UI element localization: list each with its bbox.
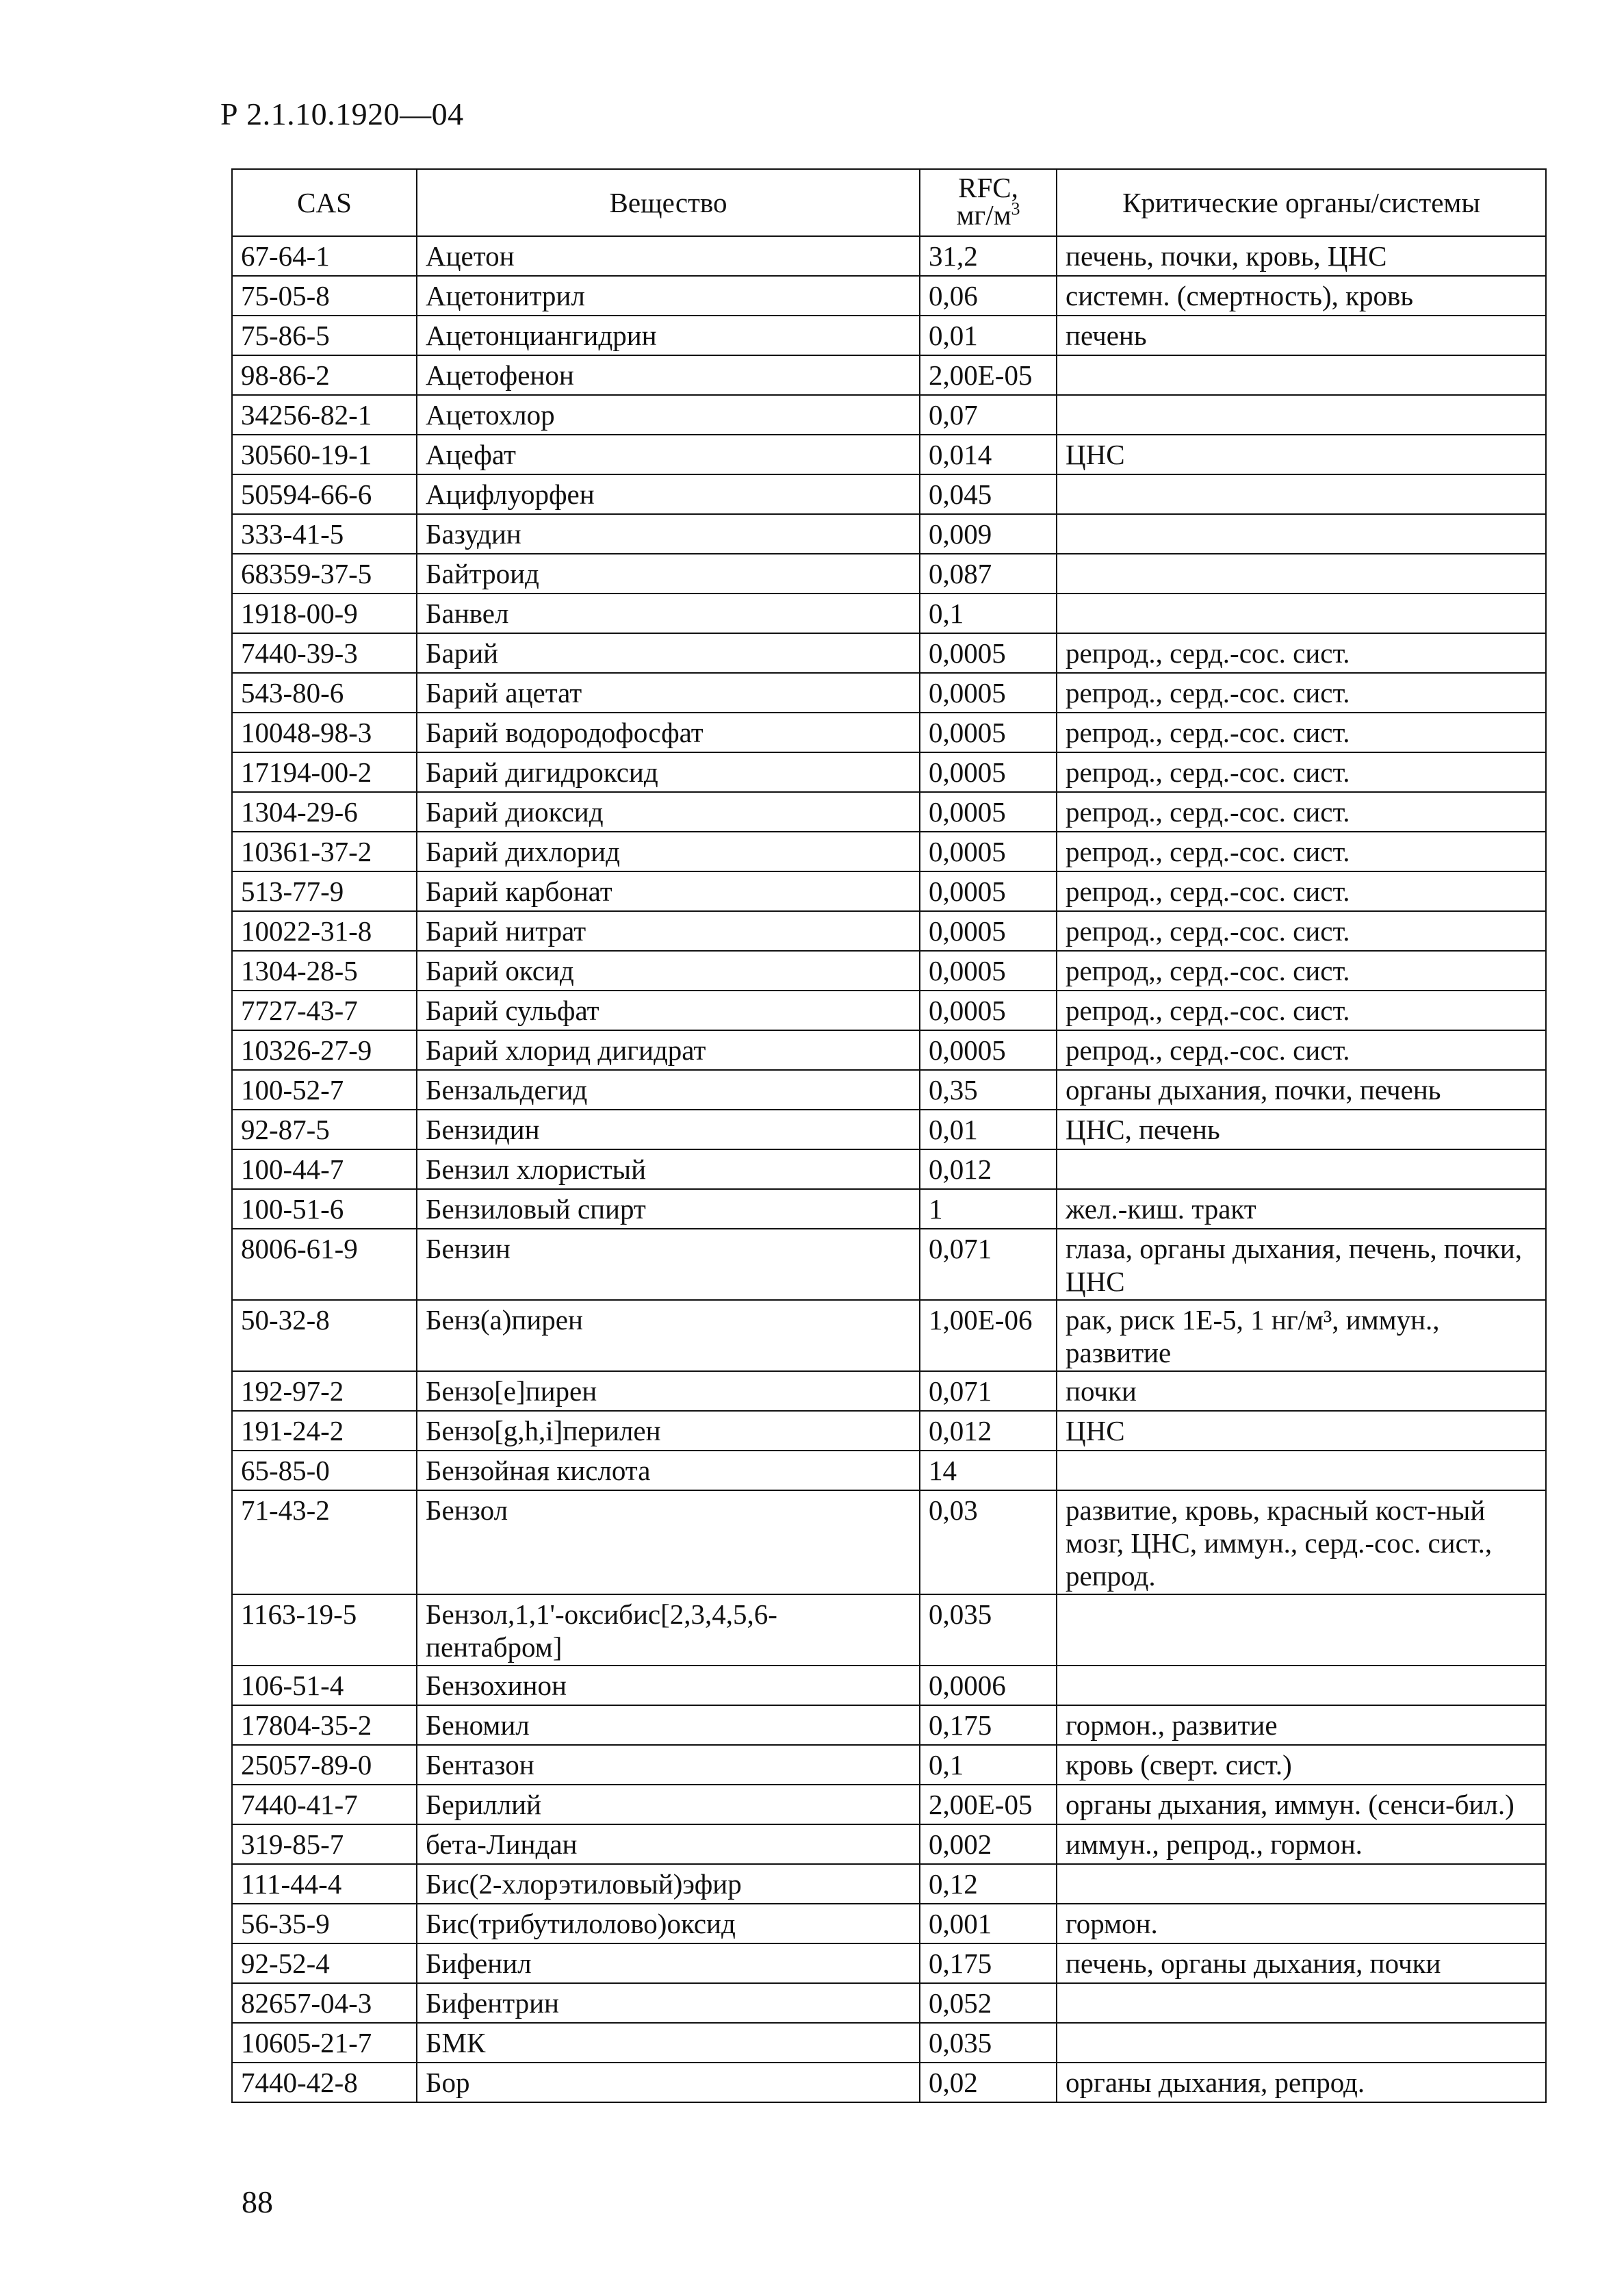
cell-rfc: 0,0005 [920,911,1057,951]
cell-cas: 10361-37-2 [232,832,417,871]
cell-organs: печень, почки, кровь, ЦНС [1057,236,1546,276]
cell-rfc: 0,0005 [920,871,1057,911]
cell-cas: 92-52-4 [232,1943,417,1983]
cell-cas: 7440-41-7 [232,1785,417,1824]
cell-organs: репрод., серд.-сос. сист. [1057,673,1546,713]
cell-substance: Бис(трибутилолово)оксид [417,1904,920,1943]
table-row [232,792,1546,832]
cell-organs [1057,1983,1546,2023]
cell-cas: 82657-04-3 [232,1983,417,2023]
cell-rfc: 0,002 [920,1824,1057,1864]
cell-organs [1057,554,1546,594]
cell-cas: 192-97-2 [232,1371,417,1411]
table-row [232,474,1546,514]
cell-organs: репрод., серд.-сос. сист. [1057,871,1546,911]
cell-cas: 30560-19-1 [232,435,417,474]
rfc-table [231,168,1547,2103]
cell-cas: 1304-28-5 [232,951,417,991]
cell-organs: репрод,, серд.-сос. сист. [1057,951,1546,991]
cell-rfc: 0,12 [920,1864,1057,1904]
cell-rfc: 0,035 [920,2023,1057,2063]
table-row [232,752,1546,792]
table-row [232,1594,1546,1666]
table-row [232,1785,1546,1824]
cell-substance: Барий карбонат [417,871,920,911]
cell-substance: Бензол,1,1'-оксибис[2,3,4,5,6-пентабром] [417,1594,920,1666]
cell-rfc: 0,012 [920,1149,1057,1189]
cell-substance: Беномил [417,1705,920,1745]
table-row [232,911,1546,951]
cell-rfc: 0,071 [920,1371,1057,1411]
header-rfc [920,169,1057,236]
cell-substance: Барий сульфат [417,991,920,1030]
cell-organs: кровь (сверт. сист.) [1057,1745,1546,1785]
cell-substance: Бензохинон [417,1666,920,1705]
cell-cas: 92-87-5 [232,1110,417,1149]
cell-substance: Бенз(а)пирен [417,1300,920,1371]
cell-substance: Бентазон [417,1745,920,1785]
cell-substance: Барий дигидроксид [417,752,920,792]
cell-rfc: 0,175 [920,1705,1057,1745]
cell-rfc: 0,35 [920,1070,1057,1110]
cell-substance: Ацетохлор [417,395,920,435]
cell-organs [1057,1864,1546,1904]
cell-rfc: 0,001 [920,1904,1057,1943]
cell-cas: 319-85-7 [232,1824,417,1864]
cell-organs: глаза, органы дыхания, печень, почки, ЦНС [1057,1229,1546,1300]
cell-organs: жел.-киш. тракт [1057,1189,1546,1229]
table-row [232,673,1546,713]
cell-organs: репрод., серд.-сос. сист. [1057,1030,1546,1070]
cell-organs: системн. (смертность), кровь [1057,276,1546,316]
cell-rfc: 0,0005 [920,991,1057,1030]
table-row [232,236,1546,276]
cell-rfc: 0,01 [920,316,1057,355]
cell-organs [1057,1451,1546,1490]
cell-organs: печень, органы дыхания, почки [1057,1943,1546,1983]
cell-organs [1057,474,1546,514]
cell-rfc: 0,1 [920,594,1057,633]
cell-organs: ЦНС [1057,435,1546,474]
cell-cas: 10048-98-3 [232,713,417,752]
cell-organs: рак, риск 1Е-5, 1 нг/м³, иммун., развитие [1057,1300,1546,1371]
cell-substance: Бензо[g,h,i]перилен [417,1411,920,1451]
cell-substance: Бензил хлористый [417,1149,920,1189]
cell-organs [1057,355,1546,395]
cell-cas: 50-32-8 [232,1300,417,1371]
header-cas: CAS [232,169,417,236]
table-row [232,1070,1546,1110]
cell-substance: Бензол [417,1490,920,1594]
cell-organs: печень [1057,316,1546,355]
cell-cas: 75-86-5 [232,316,417,355]
cell-cas: 100-44-7 [232,1149,417,1189]
table-row [232,316,1546,355]
cell-cas: 100-52-7 [232,1070,417,1110]
cell-rfc: 0,014 [920,435,1057,474]
cell-organs: репрод., серд.-сос. сист. [1057,792,1546,832]
table-row [232,633,1546,673]
cell-substance: Бифентрин [417,1983,920,2023]
cell-organs: репрод., серд.-сос. сист. [1057,633,1546,673]
cell-substance: Бензойная кислота [417,1451,920,1490]
cell-substance: Бис(2-хлорэтиловый)эфир [417,1864,920,1904]
cell-cas: 513-77-9 [232,871,417,911]
cell-substance: бета-Линдан [417,1824,920,1864]
cell-organs [1057,1149,1546,1189]
cell-organs: иммун., репрод., гормон. [1057,1824,1546,1864]
table-row [232,713,1546,752]
table-body [232,236,1546,2102]
cell-substance: Базудин [417,514,920,554]
cell-cas: 1304-29-6 [232,792,417,832]
table-row [232,1229,1546,1300]
cell-rfc: 0,052 [920,1983,1057,2023]
cell-rfc: 0,0005 [920,1030,1057,1070]
table-row [232,1983,1546,2023]
cell-cas: 68359-37-5 [232,554,417,594]
cell-rfc: 0,0005 [920,752,1057,792]
cell-substance: Ацетофенон [417,355,920,395]
table-row [232,1943,1546,1983]
cell-rfc: 0,07 [920,395,1057,435]
cell-cas: 8006-61-9 [232,1229,417,1300]
cell-organs: почки [1057,1371,1546,1411]
table-row [232,1904,1546,1943]
cell-substance: Ацетонциангидрин [417,316,920,355]
cell-substance: Бензо[е]пирен [417,1371,920,1411]
cell-cas: 1918-00-9 [232,594,417,633]
header-rfc-label: RFC, [958,172,1018,203]
cell-rfc: 0,087 [920,554,1057,594]
cell-cas: 111-44-4 [232,1864,417,1904]
cell-rfc: 0,0005 [920,713,1057,752]
table-row [232,2063,1546,2102]
cell-substance: Барий дихлорид [417,832,920,871]
cell-rfc: 0,0005 [920,951,1057,991]
header-rfc-unit-exponent: 3 [1011,199,1020,219]
table-row [232,594,1546,633]
cell-substance: Ацефат [417,435,920,474]
cell-rfc: 0,0006 [920,1666,1057,1705]
cell-substance: Бензидин [417,1110,920,1149]
table-row [232,871,1546,911]
cell-organs: репрод., серд.-сос. сист. [1057,713,1546,752]
table-row [232,1745,1546,1785]
cell-organs: органы дыхания, почки, печень [1057,1070,1546,1110]
cell-cas: 7727-43-7 [232,991,417,1030]
table-row [232,1666,1546,1705]
cell-rfc: 0,035 [920,1594,1057,1666]
cell-cas: 10605-21-7 [232,2023,417,2063]
cell-rfc: 0,0005 [920,832,1057,871]
cell-organs [1057,2023,1546,2063]
cell-organs: гормон. [1057,1904,1546,1943]
table-row [232,2023,1546,2063]
table-row [232,1189,1546,1229]
cell-cas: 191-24-2 [232,1411,417,1451]
cell-substance: Бифенил [417,1943,920,1983]
cell-cas: 543-80-6 [232,673,417,713]
cell-rfc: 0,0005 [920,633,1057,673]
cell-substance: Ацетонитрил [417,276,920,316]
cell-cas: 75-05-8 [232,276,417,316]
table-row [232,1451,1546,1490]
cell-rfc: 0,071 [920,1229,1057,1300]
cell-rfc: 1 [920,1189,1057,1229]
table-row [232,951,1546,991]
cell-substance: Бензин [417,1229,920,1300]
cell-rfc: 2,00Е-05 [920,1785,1057,1824]
cell-rfc: 0,01 [920,1110,1057,1149]
cell-rfc: 14 [920,1451,1057,1490]
cell-rfc: 0,03 [920,1490,1057,1594]
cell-cas: 106-51-4 [232,1666,417,1705]
table-header-row [232,169,1546,236]
table-row [232,355,1546,395]
cell-organs: гормон., развитие [1057,1705,1546,1745]
cell-cas: 333-41-5 [232,514,417,554]
cell-organs: ЦНС, печень [1057,1110,1546,1149]
cell-rfc: 0,0005 [920,673,1057,713]
cell-rfc: 0,009 [920,514,1057,554]
cell-organs: репрод., серд.-сос. сист. [1057,911,1546,951]
cell-cas: 65-85-0 [232,1451,417,1490]
cell-organs: органы дыхания, репрод. [1057,2063,1546,2102]
cell-cas: 25057-89-0 [232,1745,417,1785]
cell-cas: 1163-19-5 [232,1594,417,1666]
cell-substance: Байтроид [417,554,920,594]
table-row [232,1824,1546,1864]
cell-cas: 34256-82-1 [232,395,417,435]
cell-cas: 100-51-6 [232,1189,417,1229]
cell-rfc: 1,00Е-06 [920,1300,1057,1371]
cell-rfc: 0,045 [920,474,1057,514]
cell-organs: ЦНС [1057,1411,1546,1451]
cell-organs [1057,514,1546,554]
cell-cas: 71-43-2 [232,1490,417,1594]
cell-rfc: 0,06 [920,276,1057,316]
cell-cas: 17804-35-2 [232,1705,417,1745]
header-organs: Критические органы/системы [1057,169,1546,236]
table-row [232,1149,1546,1189]
header-rfc-unit: мг/м [956,199,1011,231]
table-row [232,1864,1546,1904]
cell-rfc: 0,0005 [920,792,1057,832]
cell-cas: 10022-31-8 [232,911,417,951]
table-row [232,1030,1546,1070]
cell-organs [1057,1666,1546,1705]
table-row [232,395,1546,435]
cell-rfc: 2,00Е-05 [920,355,1057,395]
cell-substance: Барий водородофосфат [417,713,920,752]
cell-cas: 50594-66-6 [232,474,417,514]
cell-substance: Барий диоксид [417,792,920,832]
cell-cas: 7440-42-8 [232,2063,417,2102]
cell-organs: репрод., серд.-сос. сист. [1057,752,1546,792]
cell-substance: Бензиловый спирт [417,1189,920,1229]
cell-cas: 17194-00-2 [232,752,417,792]
cell-cas: 10326-27-9 [232,1030,417,1070]
table-row [232,1490,1546,1594]
table-row [232,1411,1546,1451]
table-row [232,832,1546,871]
cell-rfc: 0,175 [920,1943,1057,1983]
cell-rfc: 0,012 [920,1411,1057,1451]
cell-rfc: 0,02 [920,2063,1057,2102]
cell-substance: Барий оксид [417,951,920,991]
cell-organs: репрод., серд.-сос. сист. [1057,991,1546,1030]
table-row [232,991,1546,1030]
table-row [232,514,1546,554]
table-row [232,1371,1546,1411]
cell-cas: 67-64-1 [232,236,417,276]
table-row [232,435,1546,474]
cell-organs: развитие, кровь, красный кост-ный мозг, ЦНС, иммун., серд.-сос. сист., репрод. [1057,1490,1546,1594]
cell-substance: Барий ацетат [417,673,920,713]
cell-cas: 98-86-2 [232,355,417,395]
table-row [232,1705,1546,1745]
cell-substance: Ацетон [417,236,920,276]
cell-organs: репрод., серд.-сос. сист. [1057,832,1546,871]
cell-rfc: 0,1 [920,1745,1057,1785]
cell-substance: Бензальдегид [417,1070,920,1110]
cell-substance: Бериллий [417,1785,920,1824]
cell-cas: 56-35-9 [232,1904,417,1943]
page-number: 88 [242,2184,273,2219]
table-row [232,554,1546,594]
cell-organs [1057,594,1546,633]
cell-rfc: 31,2 [920,236,1057,276]
header-substance: Вещество [417,169,920,236]
cell-substance: Банвел [417,594,920,633]
cell-substance: Барий нитрат [417,911,920,951]
table-row [232,276,1546,316]
cell-substance: Бор [417,2063,920,2102]
cell-organs: органы дыхания, иммун. (сенси-бил.) [1057,1785,1546,1824]
cell-substance: Барий [417,633,920,673]
cell-substance: БМК [417,2023,920,2063]
cell-substance: Ацифлуорфен [417,474,920,514]
cell-cas: 7440-39-3 [232,633,417,673]
table-row [232,1300,1546,1371]
table-row [232,1110,1546,1149]
cell-substance: Барий хлорид дигидрат [417,1030,920,1070]
document-code: Р 2.1.10.1920—04 [220,97,464,131]
cell-organs [1057,1594,1546,1666]
cell-organs [1057,395,1546,435]
